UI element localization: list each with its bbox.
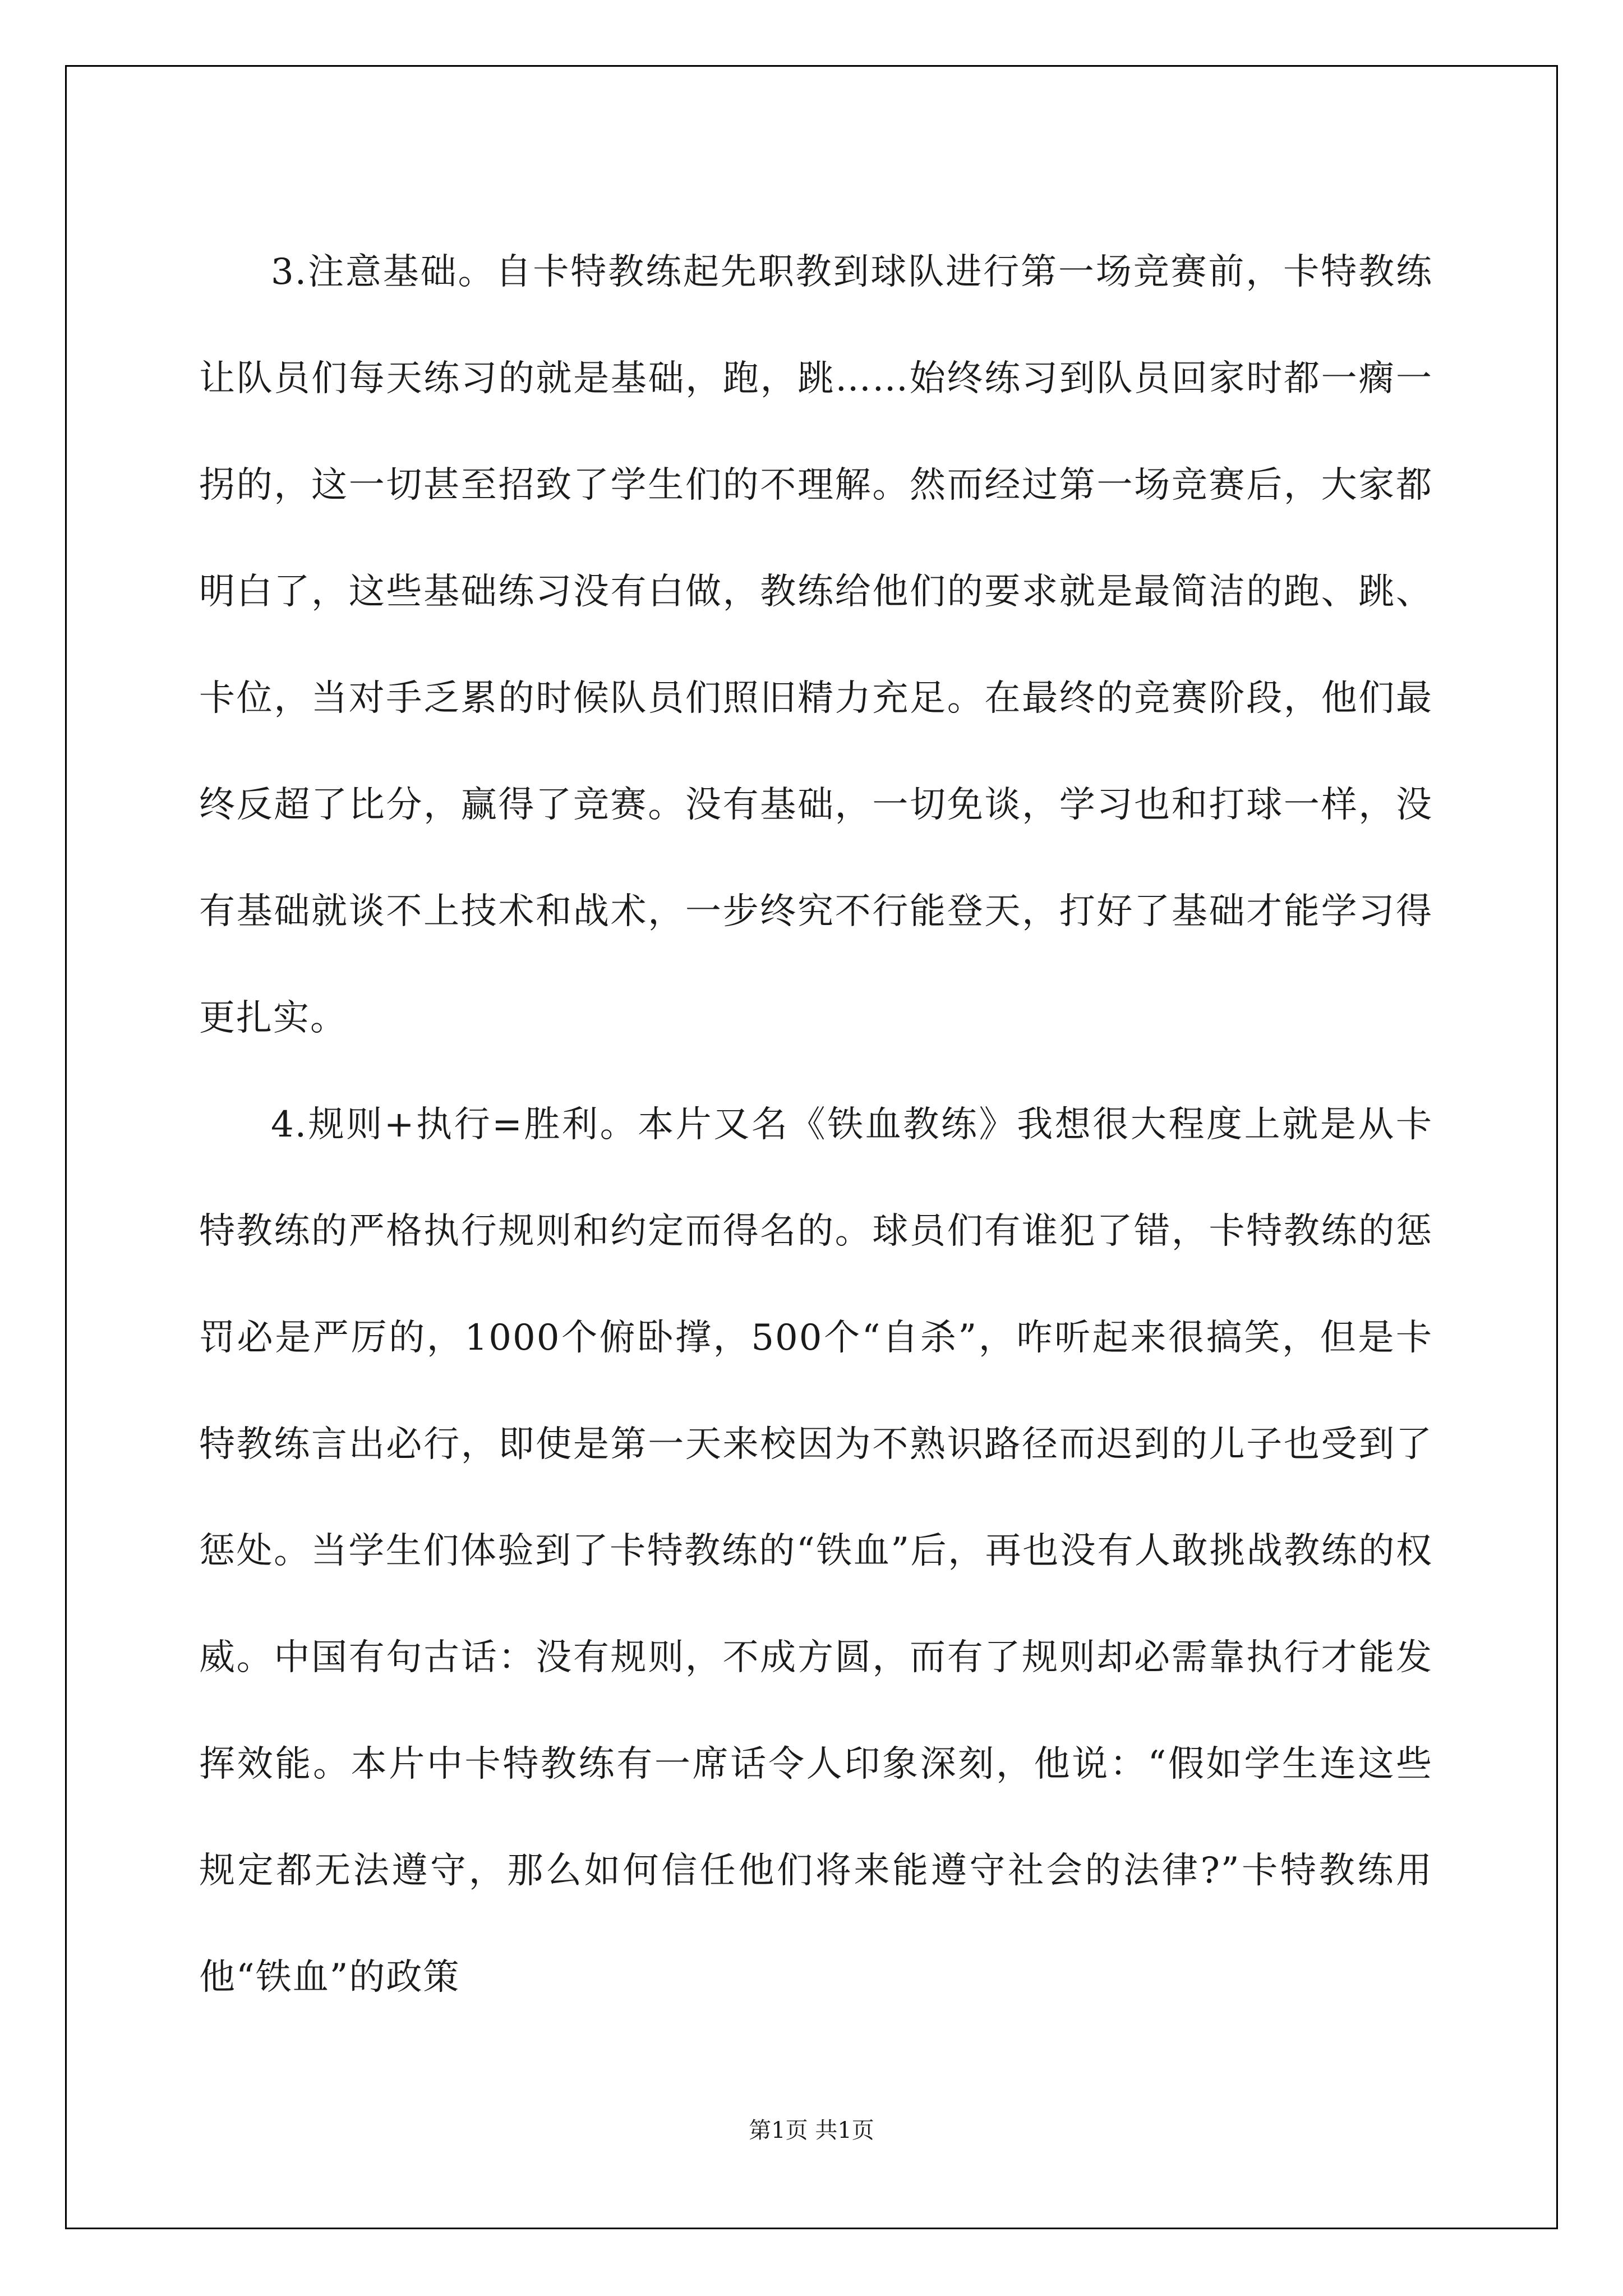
- document-body: [199, 219, 1433, 2031]
- page-footer: 第1页 共1页: [749, 2118, 874, 2143]
- paragraph-basics: 3.注意基础。自卡特教练起先职教到球队进行第一场竞赛前，卡特教练让队员们每天练习的就是基础，跑，跳……始终练习到队员回家时都一瘸一拐的，这一切甚至招致了学生们的不理解。然而经过第一场竞赛后，大家都明白了，这些基础练习没有白做，教练给他们的要求就是最简洁的跑、跳、卡位，当对手乏累的时候队员们照旧精力充足。在最终的竞赛阶段，他们最终反超了比分，赢得了竞赛。没有基础，一切免谈，学习也和打球一样，没有基础就谈不上技术和战术，一步终究不行能登天，打好了基础才能学习得更扎实。: [199, 251, 1433, 1039]
- paragraph-rules-execution: 4.规则+执行=胜利。本片又名《铁血教练》我想很大程度上就是从卡特教练的严格执行规则和约定而得名的。球员们有谁犯了错，卡特教练的惩罚必是严厉的，1000个俯卧撑，500个“自杀”，咋听起来很搞笑，但是卡特教练言出必行，即使是第一天来校因为不熟识路径而迟到的儿子也受到了惩处。当学生们体验到了卡特教练的“铁血”后，再也没有人敢挑战教练的权威。中国有句古话：没有规则，不成方圆，而有了规则却必需靠执行才能发挥效能。本片中卡特教练有一席话令人印象深刻，他说：“假如学生连这些规定都无法遵守，那么如何信任他们将来能遵守社会的法律?”卡特教练用他“铁血”的政策: [199, 1104, 1433, 1998]
